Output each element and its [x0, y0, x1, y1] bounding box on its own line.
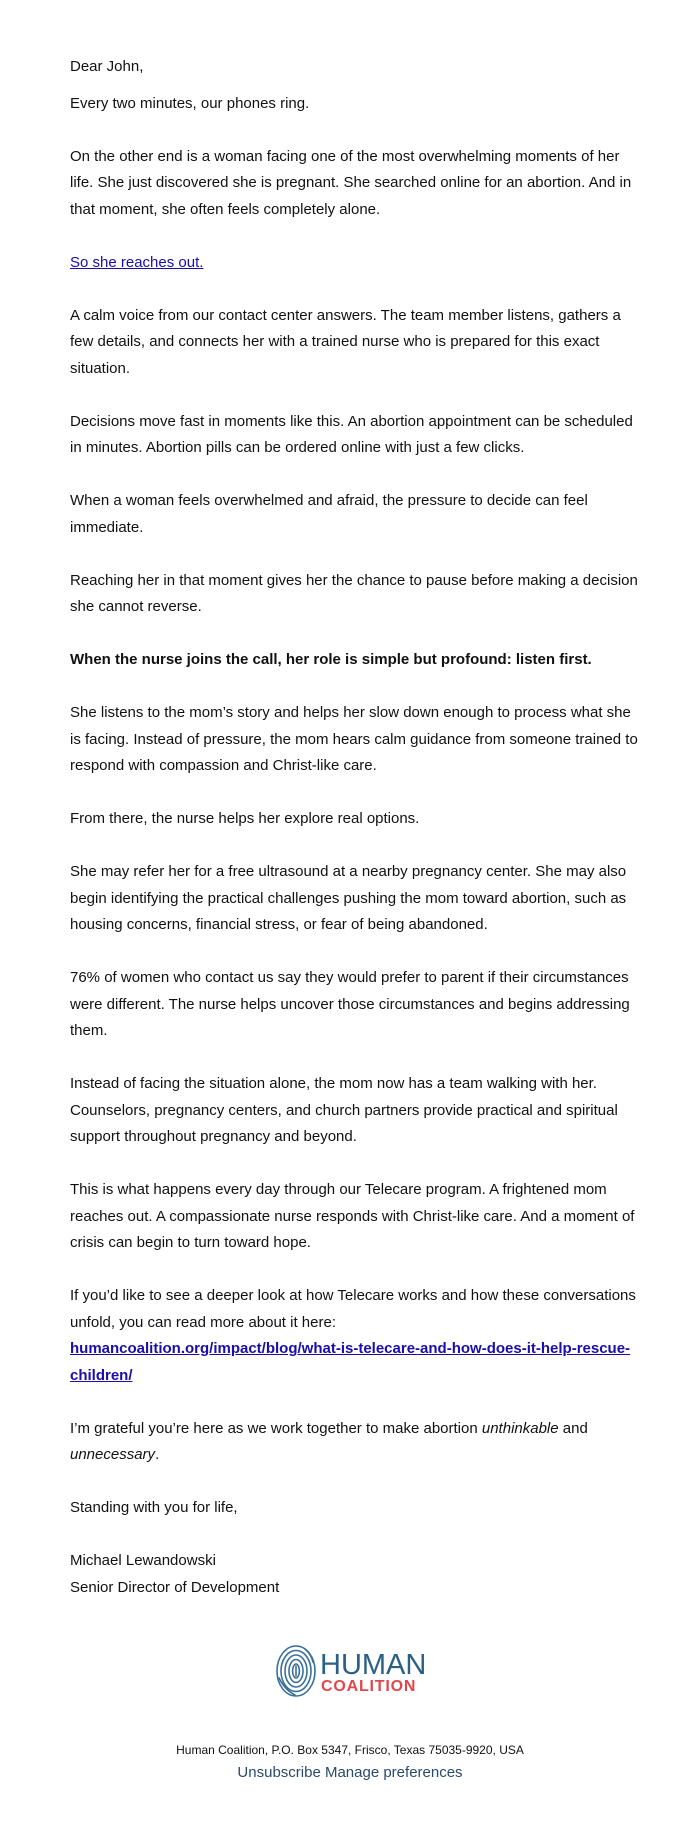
paragraph: 76% of women who contact us say they would prefer to parent if their circumstances were different. The nurse helps uncover those circumstances and begins addressing them. [70, 969, 630, 1039]
footer-links [0, 1764, 700, 1781]
fingerprint-icon [275, 1640, 435, 1702]
paragraph: A calm voice from our contact center answers. The team member listens, gathers a few details, and connects her with a trained nurse who is prepared for this exact situation. [70, 306, 621, 377]
email-body [70, 54, 640, 1601]
manage-preferences-link[interactable]: Manage preferences [324, 1764, 463, 1781]
paragraph: Instead of facing the situation alone, the mom now has a team walking with her. Counselors, pregnancy centers, and church partners provide practical and spiritual support throughout pregnancy and beyond. [70, 1075, 618, 1145]
unsubscribe-link[interactable]: Unsubscribe [237, 1764, 321, 1781]
paragraph [70, 1416, 640, 1469]
human-coalition-logo [275, 1640, 435, 1702]
telecare-blog-link[interactable]: humancoalition.org/impact/blog/what-is-telecare-and-how-does-it-help-rescue-children/ [70, 1340, 631, 1384]
paragraph-text: and [558, 1419, 588, 1437]
greeting: Dear John, [70, 58, 144, 75]
paragraph: Reaching her in that moment gives her the chance to pause before making a decision she cannot reverse. [70, 571, 638, 615]
paragraph-link [70, 250, 640, 277]
emphasis-unnecessary: unnecessary [70, 1446, 156, 1463]
logo-word-coalition: COALITION [321, 1678, 417, 1695]
paragraph-text: I’m grateful you’re here as we work together to make abortion [70, 1419, 482, 1437]
paragraph: This is what happens every day through our Telecare program. A frightened mom reaches out. A compassionate nurse responds with Christ-like care. And a moment of crisis can begin to turn toward hope. [70, 1181, 635, 1251]
paragraph: She may refer her for a free ultrasound at a nearby pregnancy center. She may also begin identifying the practical challenges pushing the mom toward abortion, such as housing concerns, financial stress, or fear of being abandoned. [70, 863, 627, 933]
logo-word-human: HUMAN [320, 1649, 427, 1681]
emphasis-unthinkable: unthinkable [481, 1419, 559, 1437]
paragraph-with-link [70, 1283, 640, 1389]
bold-paragraph: When the nurse joins the call, her role is simple but profound: listen first. [70, 651, 592, 668]
reaches-out-link[interactable]: So she reaches out. [70, 253, 204, 271]
paragraph: She listens to the mom’s story and helps her slow down enough to process what she is facing. Instead of pressure, the mom hears calm guidance from someone trained to respond with compassion and Christ-like care. [70, 704, 638, 774]
signature-title: Senior Director of Development [70, 1578, 280, 1596]
paragraph: From there, the nurse helps her explore real options. [70, 810, 420, 827]
signature-name: Michael Lewandowski [70, 1552, 216, 1569]
paragraph: On the other end is a woman facing one of the most overwhelming moments of her life. She just discovered she is pregnant. She searched online for an abortion. And in that moment, she often feels completely alone. [70, 147, 632, 218]
paragraph: When a woman feels overwhelmed and afraid, the pressure to decide can feel immediate. [70, 492, 588, 536]
paragraph: Decisions move fast in moments like this. An abortion appointment can be scheduled in minutes. Abortion pills can be ordered online with just a few clicks. [70, 412, 633, 456]
paragraph-text: If you’d like to see a deeper look at how Telecare works and how these conversations unfold, you can read more about it here: [70, 1287, 636, 1331]
paragraph: Every two minutes, our phones ring. [70, 94, 310, 112]
closing: Standing with you for life, [70, 1499, 238, 1516]
paragraph-text: . [155, 1446, 160, 1463]
footer-address: Human Coalition, P.O. Box 5347, Frisco, Texas 75035-9920, USA [176, 1743, 524, 1757]
